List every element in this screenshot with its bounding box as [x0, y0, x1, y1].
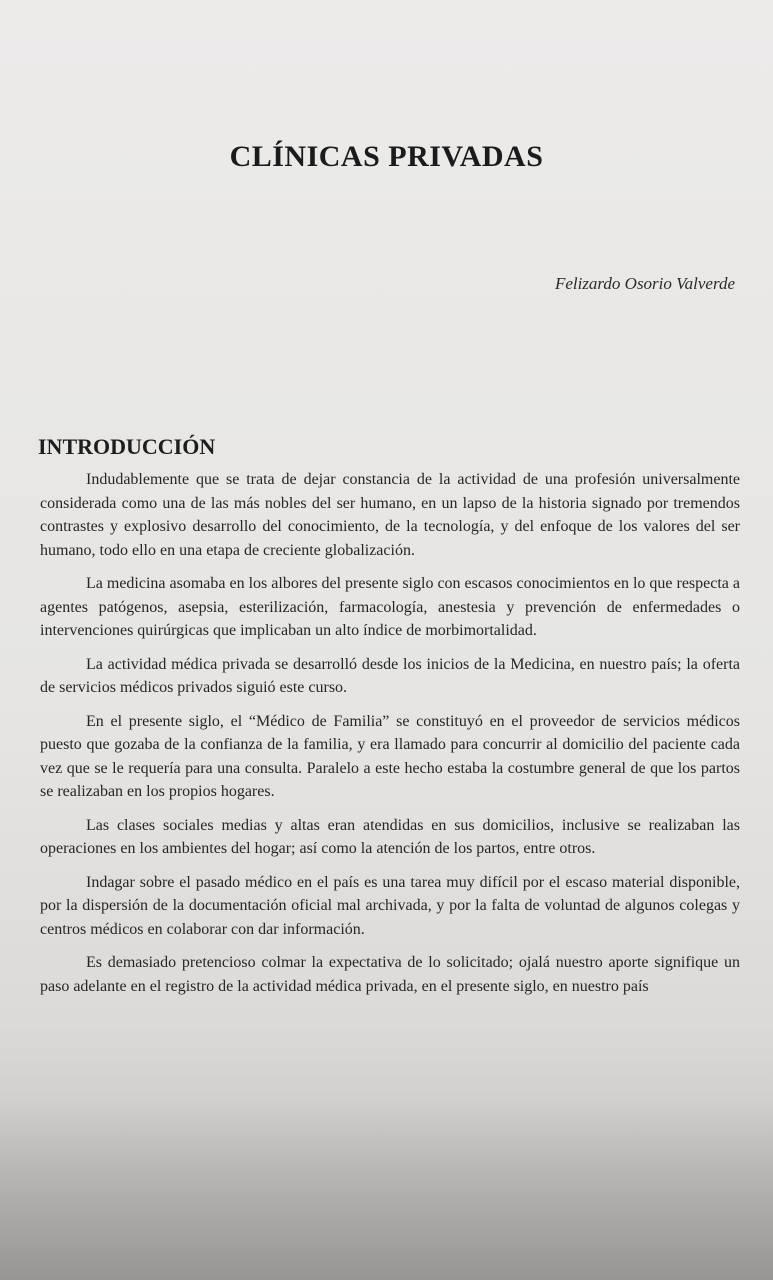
page-title: CLÍNICAS PRIVADAS — [229, 140, 544, 173]
author-name: Felizardo Osorio Valverde — [554, 274, 735, 293]
body-text — [40, 468, 740, 1008]
paragraph: La medicina asomaba en los albores del presente siglo con escasos conocimientos en lo que respecta a agentes patógenos, asepsia, esterilización, farmacología, anestesia y prevención de enfermedades o intervenciones quirúrgicas que implicaban un alto índice de morbimortalidad. — [40, 575, 740, 639]
paragraph: La actividad médica privada se desarrolló desde los inicios de la Medicina, en nuestro país; la oferta de servicios médicos privados siguió este curso. — [40, 655, 740, 696]
paragraph: Las clases sociales medias y altas eran atendidas en sus domicilios, inclusive se realizaban las operaciones en los ambientes del hogar; así como la atención de los partos, entre otros. — [40, 816, 740, 857]
paragraph: Es demasiado pretencioso colmar la expectativa de lo solicitado; ojalá nuestro aporte signifique un paso adelante en el registro de la actividad médica privada, en el presente siglo, en nuestro país — [40, 954, 740, 995]
paragraph: Indudablemente que se trata de dejar constancia de la actividad de una profesión universalmente considerada como una de las más nobles del ser humano, en un lapso de la historia signado por tremendos contrastes y explosivo desarrollo del conocimiento, de la tecnología, y del enfoque de los valores del ser humano, todo ello en una etapa de creciente globalización. — [40, 471, 740, 559]
paragraph: En el presente siglo, el “Médico de Familia” se constituyó en el proveedor de servicios médicos puesto que gozaba de la confianza de la familia, y era llamado para concurrir al domicilio del paciente cada vez que se le requería para una consulta. Paralelo a este hecho estaba la costumbre general de que los partos se realizaban en los propios hogares. — [40, 712, 740, 800]
page-shadow — [0, 1100, 773, 1280]
paragraph: Indagar sobre el pasado médico en el país es una tarea muy difícil por el escaso material disponible, por la dispersión de la documentación oficial mal archivada, y por la falta de voluntad de algunos colegas y centros médicos en colaborar con dar información. — [40, 873, 740, 938]
section-heading: INTRODUCCIÓN — [38, 434, 216, 459]
